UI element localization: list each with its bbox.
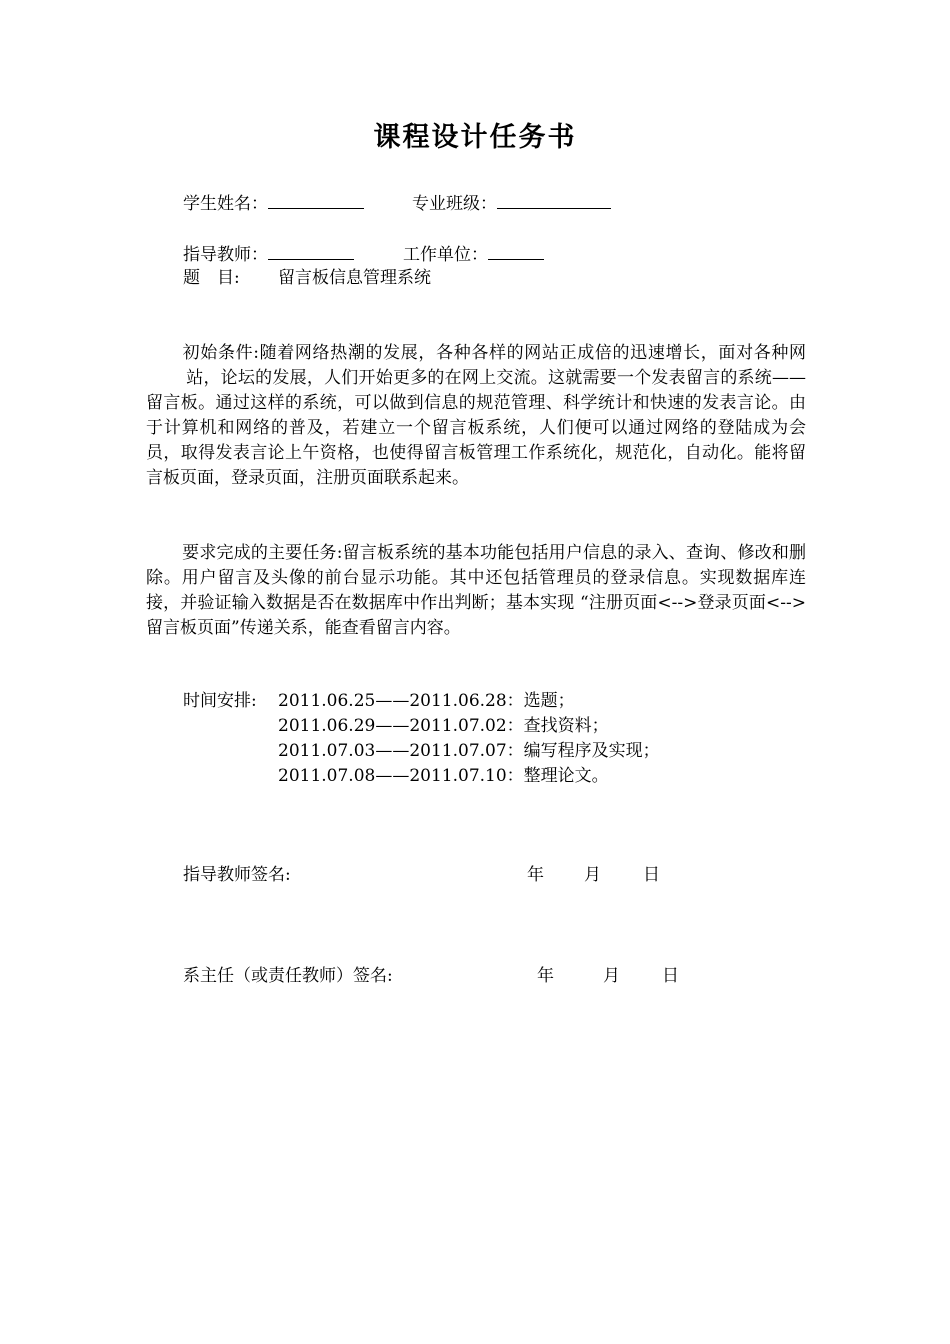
advisor-row <box>183 241 354 267</box>
unit-label: 工作单位： <box>403 245 488 265</box>
advisor-label: 指导教师： <box>183 245 268 265</box>
topic-value-row <box>278 266 431 290</box>
unit-blank <box>488 241 544 260</box>
class-blank <box>497 190 611 209</box>
topic-value: 留言板信息管理系统 <box>278 268 431 288</box>
class-row <box>412 190 611 216</box>
conditions-text-a: 随着网络热潮的发展，各种各样的网站正成倍的迅速增长，面对各种网 <box>258 343 807 363</box>
advisor-sign-year: 年 <box>527 865 544 885</box>
schedule-item: 2011.07.03——2011.07.07：编写程序及实现； <box>278 741 660 761</box>
student-name-label: 学生姓名： <box>183 194 268 214</box>
head-sign-month: 月 <box>603 966 620 986</box>
head-sign-day: 日 <box>662 966 679 986</box>
schedule-label: 时间安排: <box>183 691 257 711</box>
student-name-row <box>183 190 364 216</box>
head-signature-label: 系主任（或责任教师）签名: <box>183 966 393 986</box>
conditions-label: 初始条件: <box>182 343 259 363</box>
advisor-sign-day: 日 <box>643 865 660 885</box>
document-title: 课程设计任务书 <box>373 122 577 153</box>
schedule-item: 2011.06.29——2011.07.02：查找资料； <box>278 716 609 736</box>
conditions-paragraph <box>146 341 806 491</box>
schedule-item: 2011.07.08——2011.07.10：整理论文。 <box>278 766 609 786</box>
advisor-signature-label: 指导教师签名: <box>183 865 291 885</box>
tasks-label: 要求完成的主要任务: <box>182 543 343 563</box>
tasks-paragraph <box>146 541 806 641</box>
advisor-blank <box>268 241 354 260</box>
unit-row <box>403 241 544 267</box>
tasks-text: 留言板系统的基本功能包括用户信息的录入、查询、修改和删除。用户留言及头像的前台显示功能。其中还包括管理员的登录信息。实现数据库连接，并验证输入数据是否在数据库中作出判断；基本实现 “注册页面<-->登录页面<-->留言板页面”传递关系，能查看留言内容。 <box>146 543 806 638</box>
head-sign-year: 年 <box>537 966 554 986</box>
advisor-sign-month: 月 <box>584 865 601 885</box>
class-label: 专业班级： <box>412 194 497 214</box>
schedule-item: 2011.06.25——2011.06.28：选题； <box>278 691 575 711</box>
conditions-text-b: 站，论坛的发展，人们开始更多的在网上交流。这就需要一个发表留言的系统——留言板。通过这样的系统，可以做到信息的规范管理、科学统计和快速的发表言论。由于计算机和网络的普及，若建立一个留言板系统，人们便可以通过网络的登陆成为会员，取得发表言论上午资格，也使得留言板管理工作系统化，规范化，自动化。能将留言板页面，登录页面，注册页面联系起来。 <box>146 368 806 488</box>
student-name-blank <box>268 190 364 209</box>
topic-row <box>183 266 240 290</box>
topic-label: 题 目: <box>183 268 240 288</box>
